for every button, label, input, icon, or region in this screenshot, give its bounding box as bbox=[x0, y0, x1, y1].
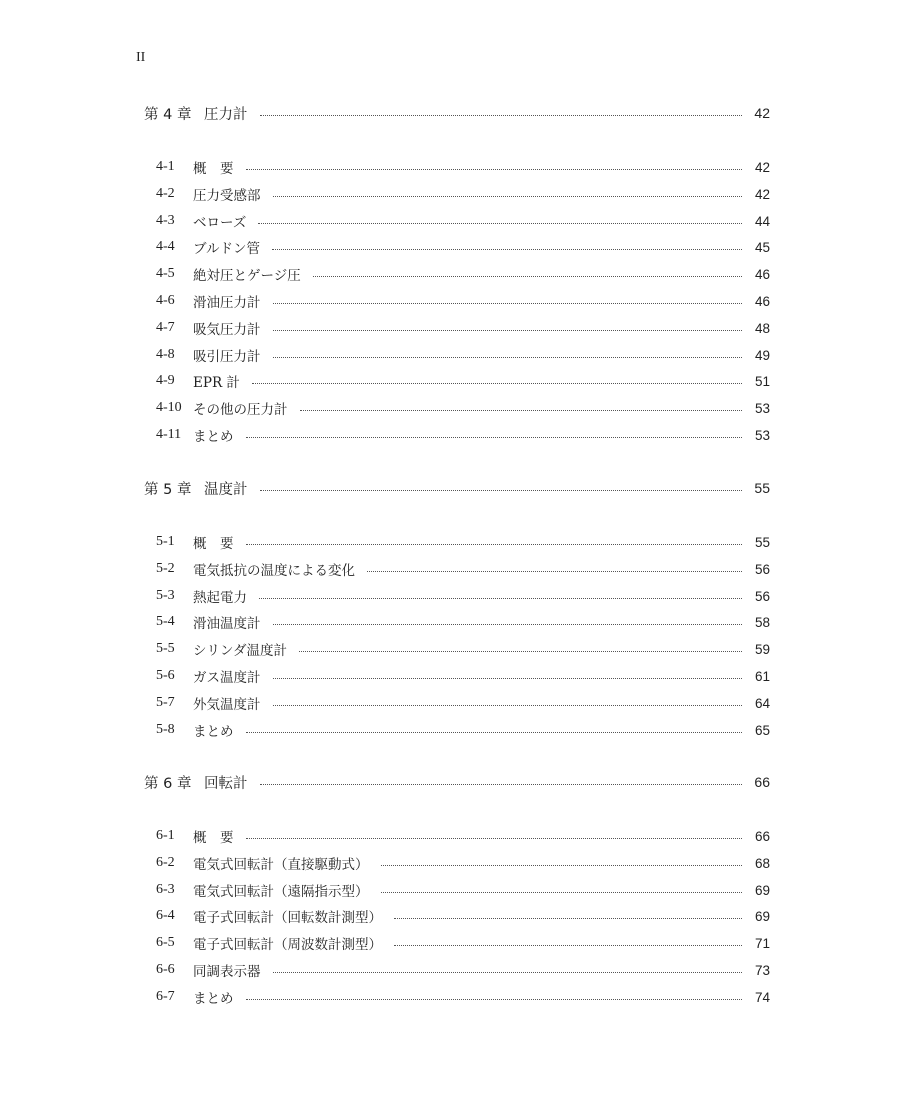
section-title: ブルドン管 bbox=[193, 241, 260, 257]
section-number: 6-6 bbox=[156, 962, 175, 977]
section-page-number: 59 bbox=[754, 641, 770, 657]
section-title: その他の圧力計 bbox=[193, 402, 288, 418]
dot-leader bbox=[367, 571, 742, 572]
section-number: 4-9 bbox=[156, 373, 175, 388]
toc-entry bbox=[156, 370, 770, 392]
section-number: 5-6 bbox=[156, 668, 175, 683]
dot-leader bbox=[299, 651, 742, 652]
dot-leader bbox=[273, 303, 743, 304]
toc-entry bbox=[156, 665, 770, 687]
section-page-number: 53 bbox=[754, 400, 770, 416]
section-page-number: 49 bbox=[754, 347, 770, 363]
section-number: 4-3 bbox=[156, 213, 175, 228]
section-number: 4-7 bbox=[156, 320, 175, 335]
toc-entry bbox=[156, 210, 770, 232]
chapter-heading bbox=[144, 771, 770, 793]
section-page-number: 56 bbox=[754, 561, 770, 577]
dot-leader bbox=[260, 784, 743, 785]
section-title: まとめ bbox=[193, 991, 234, 1007]
section-number: 6-1 bbox=[156, 828, 175, 843]
toc-entry bbox=[156, 852, 770, 874]
section-page-number: 65 bbox=[754, 722, 770, 738]
section-number: 6-7 bbox=[156, 989, 175, 1004]
section-page-number: 45 bbox=[754, 239, 770, 255]
toc-entry bbox=[156, 986, 770, 1008]
section-number: 6-3 bbox=[156, 882, 175, 897]
chapter-heading bbox=[144, 477, 770, 499]
section-title: ベローズ bbox=[193, 215, 247, 231]
section-number: 5-7 bbox=[156, 695, 175, 710]
section-title: 絶対圧とゲージ圧 bbox=[193, 268, 301, 284]
dot-leader bbox=[273, 624, 743, 625]
section-title: 概 要 bbox=[193, 161, 234, 177]
dot-leader bbox=[246, 437, 743, 438]
dot-leader bbox=[313, 276, 742, 277]
section-page-number: 56 bbox=[754, 588, 770, 604]
section-title: まとめ bbox=[193, 724, 234, 740]
section-page-number: 58 bbox=[754, 614, 770, 630]
section-number: 5-3 bbox=[156, 588, 175, 603]
section-page-number: 69 bbox=[754, 908, 770, 924]
dot-leader bbox=[258, 223, 742, 224]
dot-leader bbox=[273, 678, 743, 679]
section-number: 4-10 bbox=[156, 400, 182, 415]
chapter-number: 第 4 章 bbox=[144, 106, 192, 123]
section-title: まとめ bbox=[193, 429, 234, 445]
section-page-number: 55 bbox=[754, 534, 770, 550]
toc-entry bbox=[156, 317, 770, 339]
toc-entry bbox=[156, 932, 770, 954]
toc-entry bbox=[156, 558, 770, 580]
section-number: 5-2 bbox=[156, 561, 175, 576]
dot-leader bbox=[300, 410, 743, 411]
section-title: ガス温度計 bbox=[193, 670, 261, 686]
toc-entry bbox=[156, 183, 770, 205]
section-page-number: 74 bbox=[754, 989, 770, 1005]
dot-leader bbox=[394, 945, 742, 946]
dot-leader bbox=[246, 732, 743, 733]
dot-leader bbox=[246, 544, 743, 545]
section-number: 5-4 bbox=[156, 614, 175, 629]
toc-entry bbox=[156, 290, 770, 312]
dot-leader bbox=[260, 115, 743, 116]
section-number: 5-5 bbox=[156, 641, 175, 656]
section-page-number: 42 bbox=[754, 159, 770, 175]
section-page-number: 42 bbox=[754, 186, 770, 202]
section-number: 4-4 bbox=[156, 239, 175, 254]
dot-leader bbox=[246, 999, 743, 1000]
section-page-number: 69 bbox=[754, 882, 770, 898]
section-number: 5-1 bbox=[156, 534, 175, 549]
chapter-title: 圧力計 bbox=[204, 106, 248, 123]
section-title: 滑油圧力計 bbox=[193, 295, 261, 311]
chapter-page-number: 66 bbox=[754, 774, 770, 790]
toc-entry bbox=[156, 825, 770, 847]
toc-entry bbox=[156, 719, 770, 741]
section-title: 同調表示器 bbox=[193, 964, 261, 980]
section-title: 電子式回転計（回転数計測型） bbox=[193, 910, 382, 926]
chapter-heading bbox=[144, 102, 770, 124]
section-page-number: 46 bbox=[754, 266, 770, 282]
section-title: 電気式回転計（直接駆動式） bbox=[193, 857, 369, 873]
chapter-page-number: 55 bbox=[754, 480, 770, 496]
section-title: 熱起電力 bbox=[193, 590, 247, 606]
toc-entry bbox=[156, 424, 770, 446]
dot-leader bbox=[381, 865, 743, 866]
toc-entry bbox=[156, 236, 770, 258]
dot-leader bbox=[273, 705, 743, 706]
toc-entry bbox=[156, 531, 770, 553]
toc-entry bbox=[156, 156, 770, 178]
section-number: 4-2 bbox=[156, 186, 175, 201]
section-page-number: 48 bbox=[754, 320, 770, 336]
section-title: 電気抵抗の温度による変化 bbox=[193, 563, 355, 579]
section-page-number: 51 bbox=[754, 373, 770, 389]
section-page-number: 71 bbox=[754, 935, 770, 951]
section-number: 4-6 bbox=[156, 293, 175, 308]
toc-entry bbox=[156, 905, 770, 927]
section-title: 外気温度計 bbox=[193, 697, 261, 713]
section-title: 電子式回転計（周波数計測型） bbox=[193, 937, 382, 953]
dot-leader bbox=[260, 490, 743, 491]
section-number: 4-8 bbox=[156, 347, 175, 362]
toc-entry bbox=[156, 692, 770, 714]
toc-entry bbox=[156, 959, 770, 981]
toc-entry bbox=[156, 263, 770, 285]
section-title: シリンダ温度計 bbox=[193, 643, 287, 659]
section-title: 概 要 bbox=[193, 536, 234, 552]
section-title: 吸引圧力計 bbox=[193, 349, 261, 365]
toc-entry bbox=[156, 397, 770, 419]
dot-leader bbox=[252, 383, 742, 384]
toc-entry bbox=[156, 638, 770, 660]
dot-leader bbox=[272, 249, 742, 250]
section-number: 6-5 bbox=[156, 935, 175, 950]
dot-leader bbox=[394, 918, 742, 919]
toc-entry bbox=[156, 344, 770, 366]
chapter-title: 回転計 bbox=[204, 775, 248, 792]
section-page-number: 73 bbox=[754, 962, 770, 978]
dot-leader bbox=[273, 357, 743, 358]
chapter-page-number: 42 bbox=[754, 105, 770, 121]
chapter-title: 温度計 bbox=[204, 481, 248, 498]
section-page-number: 68 bbox=[754, 855, 770, 871]
section-number: 5-8 bbox=[156, 722, 175, 737]
dot-leader bbox=[246, 169, 743, 170]
dot-leader bbox=[246, 838, 743, 839]
dot-leader bbox=[259, 598, 742, 599]
chapter-number: 第 5 章 bbox=[144, 481, 192, 498]
section-title: 電気式回転計（遠隔指示型） bbox=[193, 884, 369, 900]
section-number: 6-2 bbox=[156, 855, 175, 870]
section-number: 6-4 bbox=[156, 908, 175, 923]
section-page-number: 53 bbox=[754, 427, 770, 443]
section-title: 圧力受感部 bbox=[193, 188, 261, 204]
section-title: 吸気圧力計 bbox=[193, 322, 261, 338]
page-number: II bbox=[136, 50, 146, 65]
toc-entry bbox=[156, 585, 770, 607]
section-number: 4-5 bbox=[156, 266, 175, 281]
section-title: 概 要 bbox=[193, 830, 234, 846]
section-page-number: 64 bbox=[754, 695, 770, 711]
section-page-number: 61 bbox=[754, 668, 770, 684]
section-title: 滑油温度計 bbox=[193, 616, 261, 632]
dot-leader bbox=[273, 196, 743, 197]
section-title: EPR 計 bbox=[193, 375, 240, 391]
toc-entry bbox=[156, 611, 770, 633]
dot-leader bbox=[273, 972, 743, 973]
section-number: 4-11 bbox=[156, 427, 182, 442]
chapter-number: 第 6 章 bbox=[144, 775, 192, 792]
section-page-number: 46 bbox=[754, 293, 770, 309]
dot-leader bbox=[381, 892, 743, 893]
section-number: 4-1 bbox=[156, 159, 175, 174]
section-page-number: 66 bbox=[754, 828, 770, 844]
section-page-number: 44 bbox=[754, 213, 770, 229]
toc-entry bbox=[156, 879, 770, 901]
dot-leader bbox=[273, 330, 743, 331]
